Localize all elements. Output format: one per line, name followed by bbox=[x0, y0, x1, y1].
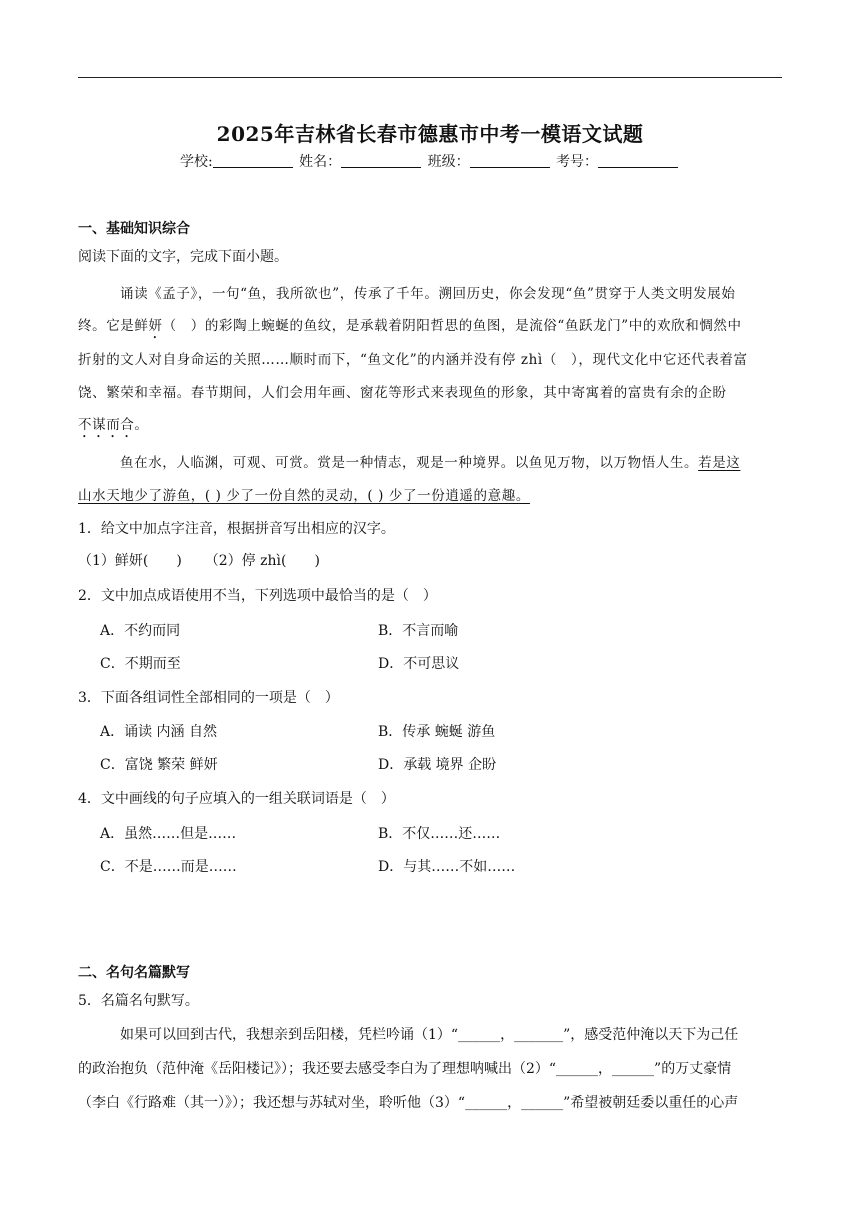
q1-answer-2[interactable]: （2）停 zhì( ) bbox=[204, 553, 320, 569]
top-rule bbox=[78, 77, 782, 78]
question-1-answers bbox=[78, 550, 782, 570]
school-blank[interactable] bbox=[213, 153, 293, 168]
exam-no-label: 考号： bbox=[556, 154, 599, 170]
section-heading-1: 一、基础知识综合 bbox=[78, 221, 190, 237]
question-1-stem: 1．给文中加点字注音，根据拼音写出相应的汉字。 bbox=[78, 521, 395, 537]
class-blank[interactable] bbox=[470, 153, 550, 168]
section-heading-2: 二、名句名篇默写 bbox=[78, 965, 190, 981]
passage-p1-line1: 诵读《孟子》，一句“鱼，我所欲也”，传承了千年。溯回历史，你会发现“鱼”贯穿于人类文明发展始 bbox=[120, 286, 736, 302]
q3-option-c[interactable]: C．富饶 繁荣 鲜妍 bbox=[100, 757, 218, 773]
q1-answer-1[interactable]: （1）鲜妍( ) bbox=[78, 553, 182, 569]
question-3-stem: 3．下面各组词性全部相同的一项是（ ） bbox=[78, 690, 339, 706]
exam-no-blank[interactable] bbox=[598, 153, 678, 168]
dictation-line-3: （李白《行路难（其一）》）；我还想与苏轼对坐，聆听他（3）“______，______”希望被朝廷委以重任的心声 bbox=[78, 1095, 739, 1111]
name-label: 姓名： bbox=[299, 154, 342, 170]
q2-option-c[interactable]: C．不期而至 bbox=[100, 656, 181, 672]
dictation-line-1: 如果可以回到古代，我想亲到岳阳楼，凭栏吟诵（1）“______，_______”，感受范仲淹以天下为己任 bbox=[120, 1027, 739, 1043]
q3-option-a[interactable]: A．诵读 内涵 自然 bbox=[100, 724, 218, 740]
passage-p1-line2: 终。它是鲜妍（ ）的彩陶上蜿蜒的鱼纹，是承载着阴阳哲思的鱼图，是流俗“鱼跃龙门”中的欢欣和惆然中 bbox=[78, 318, 742, 334]
q3-option-d[interactable]: D．承载 境界 企盼 bbox=[378, 757, 497, 773]
question-4-stem: 4．文中画线的句子应填入的一组关联词语是（ ） bbox=[78, 791, 395, 807]
q2-option-b[interactable]: B．不言而喻 bbox=[378, 623, 459, 639]
page-title: 2025年吉林省长春市德惠市中考一模语文试题 bbox=[216, 122, 644, 146]
underlined-sentence-start: 若是这 bbox=[698, 455, 741, 471]
class-label: 班级： bbox=[427, 154, 470, 170]
question-2-stem: 2．文中加点成语使用不当，下列选项中最恰当的是（ ） bbox=[78, 588, 437, 604]
q4-option-b[interactable]: B．不仅……还…… bbox=[378, 826, 501, 842]
student-info-line bbox=[0, 151, 860, 171]
q3-option-b[interactable]: B．传承 蜿蜒 游鱼 bbox=[378, 724, 496, 740]
passage-p2-line2 bbox=[78, 484, 782, 504]
underlined-sentence: 山水天地少了游鱼，( ) 少了一份自然的灵动，( ) 少了一份逍遥的意趣。 bbox=[78, 488, 530, 504]
emphasized-char: 妍 bbox=[148, 318, 163, 334]
passage-p2-line1: 鱼在水，人临渊，可观、可赏。赏是一种情志，观是一种境界。以鱼见万物，以万物悟人生。若是这 bbox=[120, 455, 741, 471]
q4-option-a[interactable]: A．虽然……但是…… bbox=[100, 826, 237, 842]
q4-option-d[interactable]: D．与其……不如…… bbox=[378, 859, 516, 875]
name-blank[interactable] bbox=[341, 153, 421, 168]
q2-option-d[interactable]: D．不可思议 bbox=[378, 656, 460, 672]
q4-option-c[interactable]: C．不是……而是…… bbox=[100, 859, 237, 875]
school-label: 学校: bbox=[179, 154, 213, 170]
passage-p1-line5: 不谋而合。 bbox=[78, 417, 149, 433]
question-5-stem: 5．名篇名句默写。 bbox=[78, 993, 199, 1009]
dictation-line-2: 的政治抱负（范仲淹《岳阳楼记》）；我还要去感受李白为了理想呐喊出（2）“______，______”的万丈豪情 bbox=[78, 1061, 732, 1077]
q2-option-a[interactable]: A．不约而同 bbox=[100, 623, 181, 639]
passage-p1-line3: 折射的文人对自身命运的关照……顺时而下，“鱼文化”的内涵并没有停 zhì（ ），现代文化中它还代表着富 bbox=[78, 352, 748, 368]
emphasized-idiom: 不谋而合 bbox=[78, 417, 135, 433]
section-intro: 阅读下面的文字，完成下面小题。 bbox=[78, 249, 288, 265]
passage-p1-line4: 饶、繁荣和幸福。春节期间，人们会用年画、窗花等形式来表现鱼的形象，其中寄寓着的富贵有余的企盼 bbox=[78, 385, 727, 401]
